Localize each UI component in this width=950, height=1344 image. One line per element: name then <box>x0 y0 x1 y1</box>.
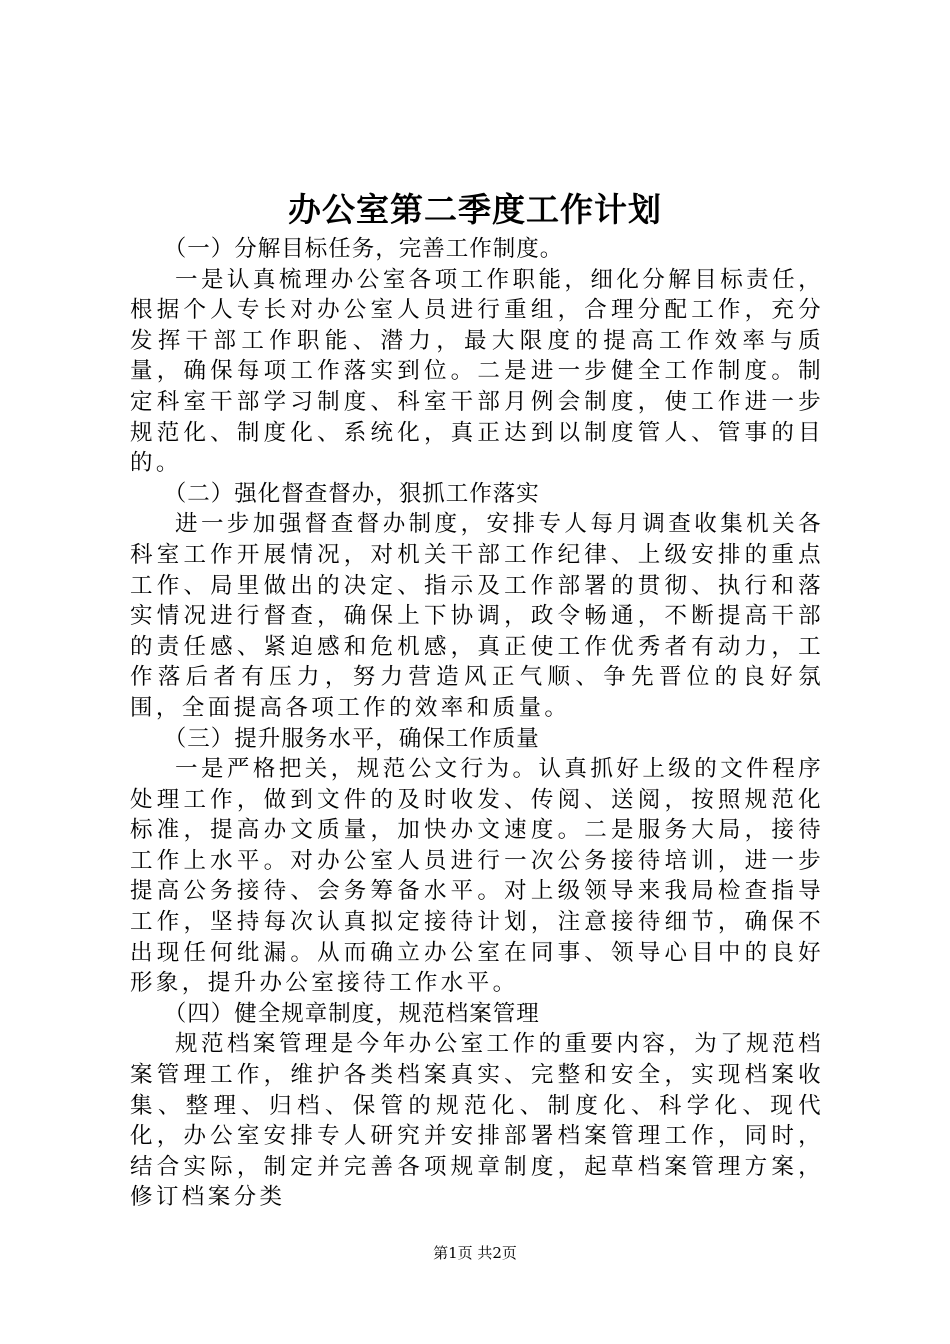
body-paragraph: 规范档案管理是今年办公室工作的重要内容，为了规范档案管理工作，维护各类档案真实、完整和安全，实现档案收集、整理、归档、保管的规范化、制度化、科学化、现代化，办公室安排专人研究并安排部署档案管理工作，同时，结合实际，制定并完善各项规章制度，起草档案管理方案，修订档案分类 <box>130 1031 824 1211</box>
page-footer: 第1页 共2页 <box>433 1244 517 1262</box>
section-heading: （一）分解目标任务，完善工作制度。 <box>163 236 564 262</box>
body-paragraph: 进一步加强督查督办制度，安排专人每月调查收集机关各科室工作开展情况，对机关干部工作纪律、上级安排的重点工作、局里做出的决定、指示及工作部署的贯彻、执行和落实情况进行督查，确保上下协调，政令畅通，不断提高干部的责任感、紧迫感和危机感，真正使工作优秀者有动力，工作落后者有压力，努力营造风正气顺、争先晋位的良好氛围，全面提高各项工作的效率和质量。 <box>130 511 824 721</box>
document-body <box>130 234 824 1213</box>
section-heading: （四）健全规章制度，规范档案管理 <box>163 1000 540 1027</box>
section-heading: （二）强化督查督办，狠抓工作落实 <box>163 480 540 507</box>
section-heading: （三）提升服务水平，确保工作质量 <box>163 725 540 752</box>
document-title: 办公室第二季度工作计划 <box>288 190 662 229</box>
body-paragraph: 一是严格把关，规范公文行为。认真抓好上级的文件程序处理工作，做到文件的及时收发、传阅、送阅，按照规范化标准，提高办文质量，加快办文速度。二是服务大局，接待工作上水平。对办公室人员进行一次公务接待培训，进一步提高公务接待、会务筹备水平。对上级领导来我局检查指导工作，坚持每次认真拟定接待计划，注意接待细节，确保不出现任何纰漏。从而确立办公室在同事、领导心目中的良好形象，提升办公室接待工作水平。 <box>130 756 824 997</box>
body-paragraph: 一是认真梳理办公室各项工作职能，细化分解目标责任，根据个人专长对办公室人员进行重组，合理分配工作，充分发挥干部工作职能、潜力，最大限度的提高工作效率与质量，确保每项工作落实到位。二是进一步健全工作制度。制定科室干部学习制度、科室干部月例会制度，使工作进一步规范化、制度化、系统化，真正达到以制度管人、管事的目的。 <box>130 266 824 477</box>
